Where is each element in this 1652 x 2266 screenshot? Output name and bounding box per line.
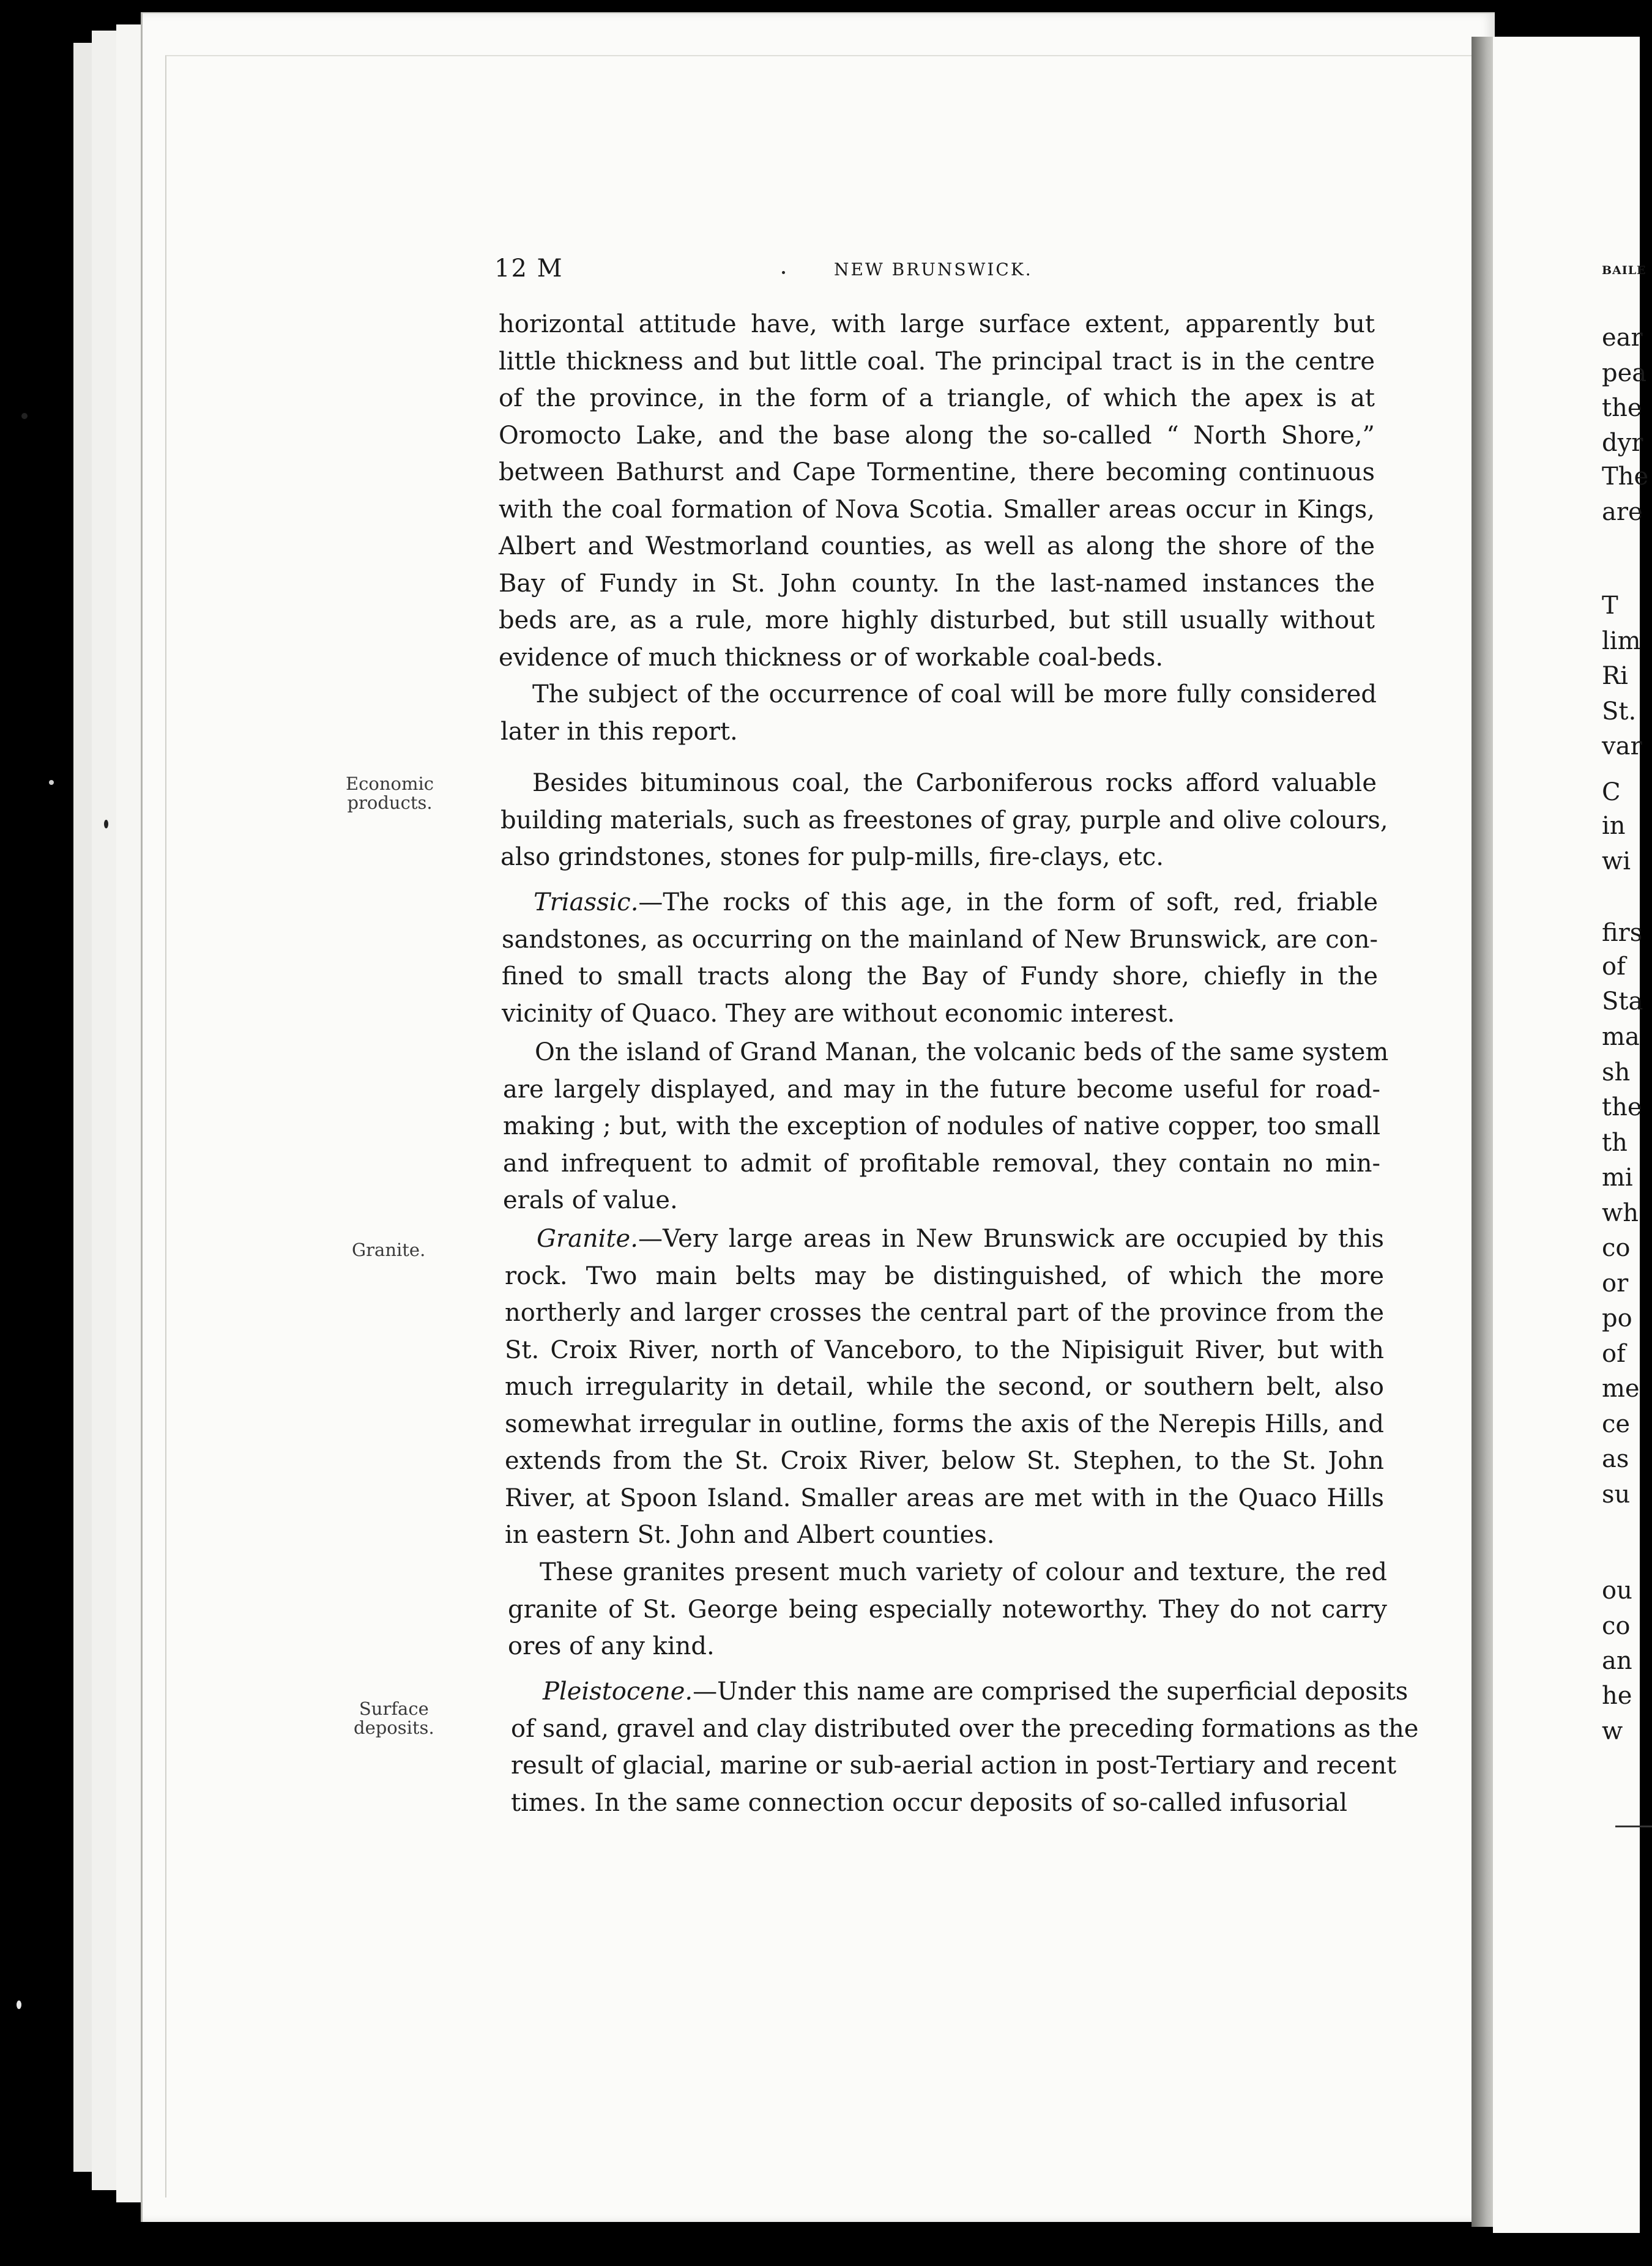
margin-speck — [49, 780, 54, 785]
text-line: Albert and Westmorland counties, as well as along the shore of the — [499, 532, 1375, 560]
text-line-rest: —Under this name are comprised the superficial deposits — [693, 1677, 1408, 1706]
section-lead: Triassic. — [534, 888, 639, 916]
facing-line-fragment: of — [1602, 953, 1626, 981]
sidenote-line: Surface — [359, 1698, 429, 1719]
text-line: erals of value. — [503, 1186, 678, 1214]
facing-line-fragment: St. — [1602, 697, 1637, 726]
text-line: rock. Two main belts may be distinguished, of which the more — [505, 1261, 1384, 1290]
facing-running-head: BAILE — [1602, 264, 1646, 277]
text-line: ores of any kind. — [508, 1632, 715, 1660]
facing-line-fragment: firs — [1602, 919, 1643, 947]
facing-page — [1493, 37, 1649, 2233]
facing-line-fragment: ou — [1602, 1577, 1632, 1605]
text-line: little thickness and but little coal. The principal tract is in the centre — [499, 347, 1375, 376]
facing-line-fragment: Ri — [1602, 662, 1628, 690]
facing-line-fragment: ma — [1602, 1023, 1640, 1051]
text-line: granite of St. George being especially noteworthy. They do not carry — [508, 1595, 1387, 1624]
text-line: River, at Spoon Island. Smaller areas are met with in the Quaco Hills — [505, 1484, 1384, 1512]
facing-line-fragment: var — [1602, 732, 1642, 760]
text-line: of sand, gravel and clay distributed over the preceding formations as the — [511, 1714, 1419, 1743]
facing-rule — [1615, 1826, 1652, 1827]
text-line: building materials, such as freestones of gray, purple and olive colours, — [500, 806, 1388, 834]
running-head-title: NEW BRUNSWICK. — [834, 259, 1033, 280]
text-line: somewhat irregular in outline, forms the axis of the Nerepis Hills, and — [505, 1410, 1384, 1438]
sidenote-line: Granite. — [352, 1239, 426, 1260]
running-head — [494, 254, 1161, 285]
facing-line-fragment: mi — [1602, 1164, 1633, 1192]
facing-line-fragment: The — [1602, 462, 1649, 491]
sidenote-economic-products — [346, 775, 434, 812]
text-line: of the province, in the form of a triangle, of which the apex is at — [499, 384, 1375, 412]
facing-line-fragment: of — [1602, 1340, 1626, 1368]
text-line: making ; but, with the exception of nodules of native copper, too small — [503, 1112, 1380, 1140]
section-lead: Pleistocene. — [543, 1677, 693, 1706]
text-line: St. Croix River, north of Vanceboro, to the Nipisiguit River, but with — [505, 1335, 1384, 1364]
facing-line-fragment: su — [1602, 1480, 1631, 1509]
facing-line-fragment: as — [1602, 1445, 1629, 1473]
margin-speck — [782, 271, 785, 274]
text-line: with the coal formation of Nova Scotia. Smaller areas occur in Kings, — [499, 495, 1375, 524]
facing-line-fragment: po — [1602, 1304, 1632, 1332]
facing-line-fragment: sh — [1602, 1058, 1631, 1087]
sidenote-line: Economic — [346, 773, 434, 794]
section-lead: Granite. — [537, 1225, 638, 1253]
facing-line-fragment: ear — [1602, 324, 1643, 352]
facing-line-fragment: the — [1602, 394, 1642, 422]
page-number: 12 M — [494, 254, 564, 283]
sidenote-line: products. — [347, 792, 433, 813]
facing-line-fragment: an — [1602, 1647, 1632, 1675]
facing-line-fragment: the — [1602, 1093, 1642, 1121]
text-line: Besides bituminous coal, the Carboniferous rocks afford valuable — [532, 769, 1377, 797]
margin-speck — [21, 413, 28, 419]
margin-speck — [17, 2000, 21, 2009]
facing-line-fragment: ce — [1602, 1410, 1631, 1438]
text-line-rest: —The rocks of this age, in the form of soft, red, friable — [638, 888, 1378, 916]
facing-line-fragment: co — [1602, 1612, 1631, 1640]
sidenote-line: deposits. — [354, 1717, 434, 1738]
text-line — [502, 884, 1378, 921]
text-line: fined to small tracts along the Bay of Fundy shore, chiefly in the — [502, 962, 1378, 990]
facing-line-fragment: co — [1602, 1234, 1631, 1262]
facing-line-fragment: lim — [1602, 627, 1641, 655]
facing-line-fragment: w — [1602, 1717, 1623, 1745]
text-line: sandstones, as occurring on the mainland of New Brunswick, are con- — [502, 925, 1378, 954]
facing-line-fragment: C — [1602, 778, 1621, 806]
facing-line-fragment: wi — [1602, 847, 1631, 875]
text-line: Oromocto Lake, and the base along the so-called “ North Shore,” — [499, 421, 1375, 450]
text-line: horizontal attitude have, with large surface extent, apparently but — [499, 310, 1375, 338]
text-line: evidence of much thickness or of workable coal-beds. — [499, 643, 1164, 672]
text-line: and infrequent to admit of profitable removal, they contain no min- — [503, 1149, 1380, 1178]
facing-line-fragment: are — [1602, 498, 1643, 526]
text-line: These granites present much variety of colour and texture, the red — [540, 1558, 1387, 1586]
facing-line-fragment: in — [1602, 812, 1626, 840]
text-line: also grindstones, stones for pulp-mills, fire-clays, etc. — [500, 843, 1164, 871]
text-line: in eastern St. John and Albert counties. — [505, 1521, 995, 1549]
sidenote-surface-deposits — [354, 1700, 434, 1737]
text-line: vicinity of Quaco. They are without economic interest. — [502, 999, 1175, 1028]
text-line: beds are, as a rule, more highly disturbed, but still usually without — [499, 606, 1375, 634]
text-line: much irregularity in detail, while the second, or southern belt, also — [505, 1373, 1384, 1401]
facing-line-fragment: pea — [1602, 359, 1647, 387]
facing-line-fragment: or — [1602, 1269, 1629, 1298]
text-line: are largely displayed, and may in the future become useful for road- — [503, 1075, 1380, 1104]
text-line-rest: —Very large areas in New Brunswick are occupied by this — [638, 1225, 1384, 1253]
facing-line-fragment: Sta — [1602, 987, 1643, 1016]
text-line — [505, 1220, 1384, 1257]
sidenote-granite — [352, 1241, 425, 1260]
facing-line-fragment: me — [1602, 1375, 1640, 1403]
text-line: The subject of the occurrence of coal will be more fully considered — [532, 680, 1377, 708]
text-line: northerly and larger crosses the central part of the province from the — [505, 1299, 1384, 1327]
text-line: result of glacial, marine or sub-aerial action in post-Tertiary and recent — [511, 1752, 1397, 1780]
margin-speck — [104, 820, 108, 828]
text-line: between Bathurst and Cape Tormentine, there becoming continuous — [499, 458, 1375, 486]
facing-line-fragment: dyr — [1602, 429, 1643, 457]
text-line: Bay of Fundy in St. John county. In the last-named instances the — [499, 569, 1375, 598]
facing-line-fragment: th — [1602, 1129, 1628, 1157]
text-line: times. In the same connection occur deposits of so-called infusorial — [511, 1788, 1348, 1817]
text-line: later in this report. — [500, 717, 738, 746]
text-line: On the island of Grand Manan, the volcanic beds of the same system — [535, 1038, 1389, 1066]
facing-line-fragment: wh — [1602, 1199, 1639, 1227]
facing-line-fragment: T — [1602, 592, 1618, 620]
text-line — [511, 1673, 1408, 1710]
facing-line-fragment: he — [1602, 1682, 1632, 1710]
text-line: extends from the St. Croix River, below St. Stephen, to the St. John — [505, 1447, 1384, 1475]
